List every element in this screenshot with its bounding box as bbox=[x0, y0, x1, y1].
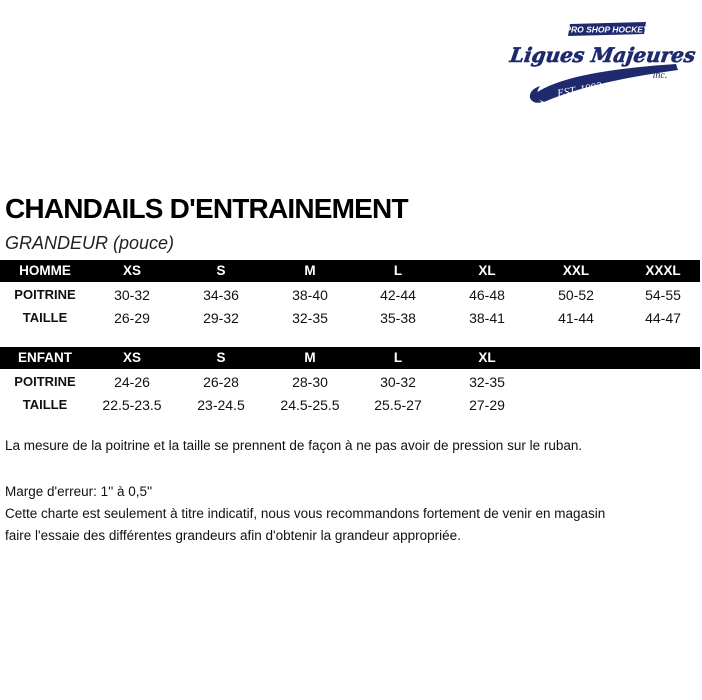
logo-main-text: Ligues Majeures bbox=[508, 43, 698, 67]
table-cell: 35-38 bbox=[380, 310, 416, 326]
table-cell: 24.5-25.5 bbox=[280, 397, 340, 413]
header-cell: M bbox=[304, 263, 316, 278]
header-cell: XL bbox=[478, 350, 496, 365]
row-label: TAILLE bbox=[22, 397, 68, 412]
table-cell: 34-36 bbox=[203, 287, 239, 303]
header-cell: HOMME bbox=[19, 263, 71, 278]
table-header-row bbox=[0, 260, 700, 282]
table-cell: 30-32 bbox=[114, 287, 150, 303]
table-cell: 25.5-27 bbox=[374, 397, 422, 413]
table-cell: 42-44 bbox=[380, 287, 416, 303]
table-row bbox=[0, 307, 700, 329]
table-cell: 41-44 bbox=[558, 310, 594, 326]
size-table-enfant bbox=[0, 347, 700, 416]
header-cell: XS bbox=[122, 263, 141, 278]
row-label: POITRINE bbox=[14, 374, 76, 389]
logo-top-text: PRO SHOP HOCKEY bbox=[565, 24, 649, 35]
row-label: TAILLE bbox=[22, 310, 68, 325]
table-row bbox=[0, 371, 700, 393]
table-cell: 29-32 bbox=[203, 310, 239, 326]
table-cell: 22.5-23.5 bbox=[102, 397, 162, 413]
header-cell: S bbox=[216, 350, 226, 365]
table-cell: 26-29 bbox=[114, 310, 150, 326]
table-cell: 38-40 bbox=[292, 287, 328, 303]
header-cell: XXXL bbox=[645, 263, 681, 278]
header-cell: XXL bbox=[562, 263, 590, 278]
table-cell: 54-55 bbox=[645, 287, 681, 303]
logo-top-banner bbox=[565, 22, 650, 36]
disclaimer-line-2: faire l'essaie des différentes grandeurs afin d'obtenir la grandeur appropriée. bbox=[5, 528, 461, 543]
brand-logo bbox=[508, 18, 698, 108]
logo-suffix-text: inc. bbox=[652, 70, 668, 81]
table-cell: 27-29 bbox=[469, 397, 505, 413]
header-cell: L bbox=[393, 350, 403, 365]
header-cell: M bbox=[304, 350, 316, 365]
header-cell: XS bbox=[122, 350, 141, 365]
table-cell: 30-32 bbox=[380, 374, 416, 390]
table-cell: 23-24.5 bbox=[197, 397, 245, 413]
margin-note: Marge d'erreur: 1'' à 0,5'' bbox=[5, 484, 153, 499]
header-cell: S bbox=[216, 263, 226, 278]
page-subtitle: GRANDEUR (pouce) bbox=[5, 233, 175, 253]
table-header-row bbox=[0, 347, 700, 369]
table-cell: 32-35 bbox=[469, 374, 505, 390]
table-cell: 50-52 bbox=[558, 287, 594, 303]
table-cell: 32-35 bbox=[292, 310, 328, 326]
size-table-homme bbox=[0, 260, 700, 329]
table-row bbox=[0, 284, 700, 306]
row-label: POITRINE bbox=[14, 287, 76, 302]
page-title: CHANDAILS D'ENTRAINEMENT bbox=[5, 193, 408, 224]
disclaimer-line-1: Cette charte est seulement à titre indicatif, nous vous recommandons fortement de venir en magasin bbox=[5, 506, 606, 521]
table-cell: 38-41 bbox=[469, 310, 505, 326]
header-cell: L bbox=[393, 263, 403, 278]
table-row bbox=[0, 394, 700, 416]
table-cell: 46-48 bbox=[469, 287, 505, 303]
table-cell: 24-26 bbox=[114, 374, 150, 390]
table-cell: 44-47 bbox=[645, 310, 681, 326]
logo-est-text: EST. 1992 bbox=[556, 80, 603, 100]
measure-note: La mesure de la poitrine et la taille se prennent de façon à ne pas avoir de pression sur le ruban. bbox=[5, 438, 583, 453]
table-cell: 26-28 bbox=[203, 374, 239, 390]
table-cell: 28-30 bbox=[292, 374, 328, 390]
header-cell: XL bbox=[478, 263, 496, 278]
header-cell: ENFANT bbox=[18, 350, 72, 365]
